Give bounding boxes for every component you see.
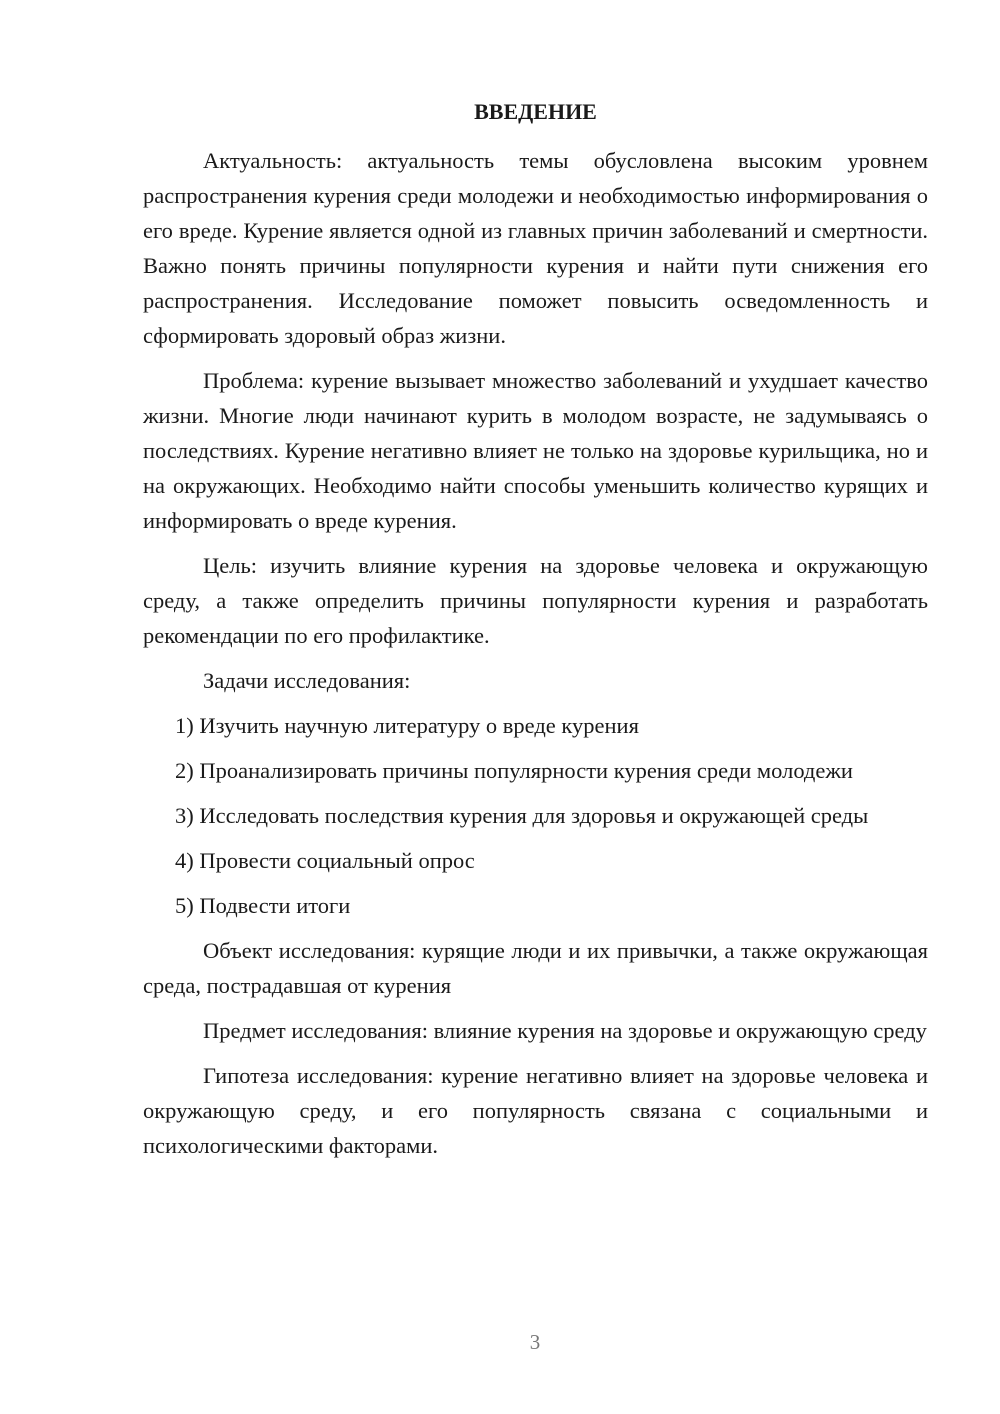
task-item: 4) Провести социальный опрос — [175, 848, 475, 873]
problem-paragraph: Проблема: курение вызывает множество заболеваний и ухудшает качество жизни. Многие люди начинают курить в молодом возрасте, не задумываясь о последствиях. Курение негативно влияет не только на здоровье курильщика, но и на окружающих. Необходимо найти способы уменьшить количество курящих и информировать о вреде курения. — [143, 368, 928, 533]
goal-paragraph: Цель: изучить влияние курения на здоровье человека и окружающую среду, а также определить причины популярности курения и разработать рекомендации по его профилактике. — [143, 553, 928, 648]
hypothesis-paragraph: Гипотеза исследования: курение негативно влияет на здоровье человека и окружающую среду, и его популярность связана с социальными и психологическими факторами. — [143, 1063, 928, 1158]
tasks-heading: Задачи исследования: — [203, 668, 411, 693]
page-content — [143, 94, 928, 1173]
page-title: ВВЕДЕНИЕ — [474, 99, 597, 124]
task-item: 5) Подвести итоги — [175, 893, 351, 918]
relevance-paragraph: Актуальность: актуальность темы обусловлена высоким уровнем распространения курения среди молодежи и необходимостью информирования о его вреде. Курение является одной из главных причин заболеваний и смертности. Важно понять причины популярности курения и найти пути снижения его распространения. Исследование поможет повысить осведомленность и сформировать здоровый образ жизни. — [143, 148, 928, 348]
task-item: 2) Проанализировать причины популярности курения среди молодежи — [175, 758, 853, 783]
object-paragraph: Объект исследования: курящие люди и их привычки, а также окружающая среда, пострадавшая от курения — [143, 938, 928, 998]
page-number: 3 — [529, 1330, 541, 1354]
task-item: 1) Изучить научную литературу о вреде курения — [175, 713, 639, 738]
subject-paragraph: Предмет исследования: влияние курения на здоровье и окружающую среду — [203, 1018, 927, 1043]
task-item: 3) Исследовать последствия курения для здоровья и окружающей среды — [175, 803, 869, 828]
